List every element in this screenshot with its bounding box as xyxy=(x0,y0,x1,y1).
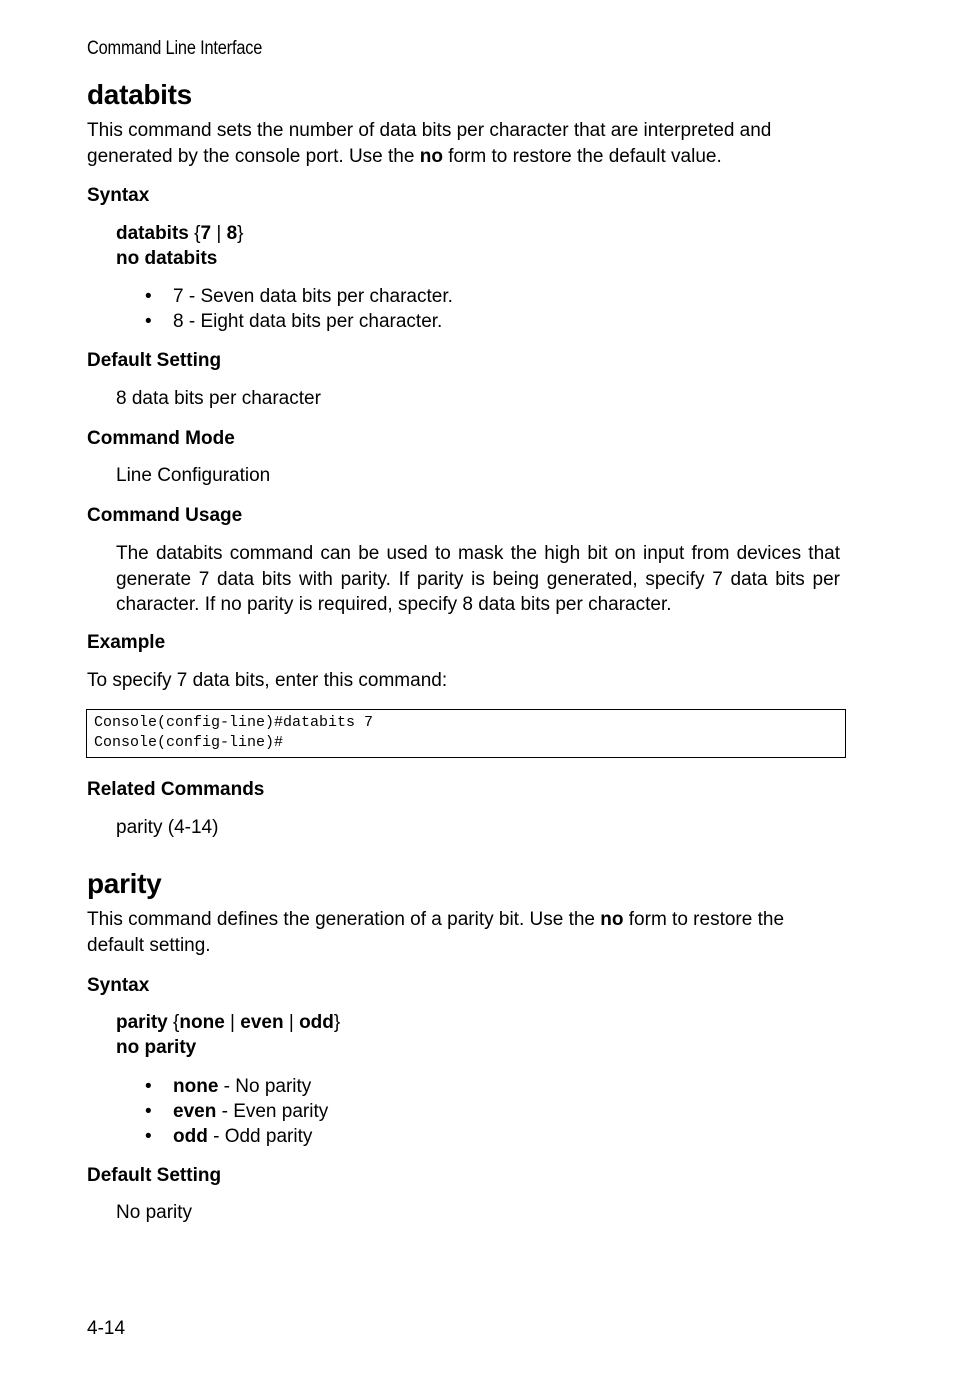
section-title-databits: databits xyxy=(87,79,192,110)
bullet-icon: • xyxy=(145,311,152,332)
parity-syntax-bullets xyxy=(145,1074,328,1149)
bullet-term: even xyxy=(173,1101,217,1122)
parity-no-form: no parity xyxy=(116,1037,197,1058)
databits-intro-line2-pre: generated by the console port. Use the xyxy=(87,146,420,167)
section-title-parity: parity xyxy=(87,868,162,899)
parity-option-odd: odd xyxy=(299,1012,334,1033)
parity-intro-line1-post: form to restore the xyxy=(623,909,785,930)
parity-syntax-keyword: parity xyxy=(116,1012,168,1033)
parity-intro-line2: default setting. xyxy=(87,935,211,956)
bullet-desc: - Odd parity xyxy=(207,1126,313,1147)
bullet-term: odd xyxy=(173,1126,208,1147)
list-item xyxy=(145,309,453,334)
parity-default-value: No parity xyxy=(116,1202,193,1223)
syntax-brace-open: { xyxy=(167,1012,180,1033)
bullet-icon: • xyxy=(145,1101,152,1122)
parity-default-heading: Default Setting xyxy=(87,1165,222,1186)
syntax-brace-close: } xyxy=(237,223,244,244)
databits-example-heading: Example xyxy=(87,632,166,653)
databits-related-heading: Related Commands xyxy=(87,779,265,800)
parity-syntax-command xyxy=(116,1012,340,1034)
databits-syntax-heading: Syntax xyxy=(87,185,150,206)
databits-mode-heading: Command Mode xyxy=(87,428,235,449)
parity-option-even: even xyxy=(240,1012,284,1033)
databits-example-intro: To specify 7 data bits, enter this command: xyxy=(87,670,448,691)
databits-default-heading: Default Setting xyxy=(87,350,222,371)
databits-syntax-command xyxy=(116,223,244,245)
bullet-text: 8 - Eight data bits per character. xyxy=(173,311,443,332)
databits-mode-value: Line Configuration xyxy=(116,465,271,486)
databits-option-8: 8 xyxy=(226,223,238,244)
bullet-icon: • xyxy=(145,1076,152,1097)
bullet-desc: - Even parity xyxy=(216,1101,329,1122)
list-item xyxy=(145,1099,328,1124)
databits-option-7: 7 xyxy=(200,223,212,244)
databits-intro-no-keyword: no xyxy=(419,146,443,167)
databits-intro xyxy=(87,118,847,170)
databits-default-value: 8 data bits per character xyxy=(116,388,321,409)
databits-no-form: no databits xyxy=(116,248,218,269)
parity-syntax-heading: Syntax xyxy=(87,975,150,996)
bullet-icon: • xyxy=(145,1126,152,1147)
syntax-brace-close: } xyxy=(333,1012,341,1033)
list-item xyxy=(145,1074,328,1099)
syntax-brace-open: { xyxy=(188,223,201,244)
list-item xyxy=(145,284,453,309)
databits-intro-line2-post: form to restore the default value. xyxy=(442,146,722,167)
databits-related-link[interactable]: parity (4-14) xyxy=(116,817,219,838)
code-line: Console(config-line)#databits 7 xyxy=(94,714,374,731)
running-head: Command Line Interface xyxy=(87,38,263,59)
databits-usage-text: The databits command can be used to mask the high bit on input from devices that generate 7 data bits with parity. If parity is being generated, specify 7 data bits per character. If no parity is required, specify 8 data bits per character. xyxy=(116,543,840,615)
bullet-text: 7 - Seven data bits per character. xyxy=(173,286,453,307)
databits-syntax-keyword: databits xyxy=(116,223,189,244)
parity-intro-line1-pre: This command defines the generation of a parity bit. Use the xyxy=(87,909,601,930)
databits-intro-line1: This command sets the number of data bits per character that are interpreted and xyxy=(87,120,772,141)
parity-option-none: none xyxy=(179,1012,225,1033)
page-number: 4-14 xyxy=(87,1318,126,1339)
code-example-box xyxy=(86,709,846,758)
code-line: Console(config-line)# xyxy=(94,734,284,751)
syntax-separator: | xyxy=(283,1012,300,1033)
syntax-separator: | xyxy=(211,223,227,244)
parity-intro xyxy=(87,907,847,959)
databits-syntax-bullets xyxy=(145,284,453,334)
parity-intro-no-keyword: no xyxy=(600,909,624,930)
list-item xyxy=(145,1124,328,1149)
syntax-separator: | xyxy=(224,1012,241,1033)
bullet-desc: - No parity xyxy=(218,1076,312,1097)
bullet-icon: • xyxy=(145,286,152,307)
databits-usage-heading: Command Usage xyxy=(87,505,243,526)
bullet-term: none xyxy=(173,1076,219,1097)
